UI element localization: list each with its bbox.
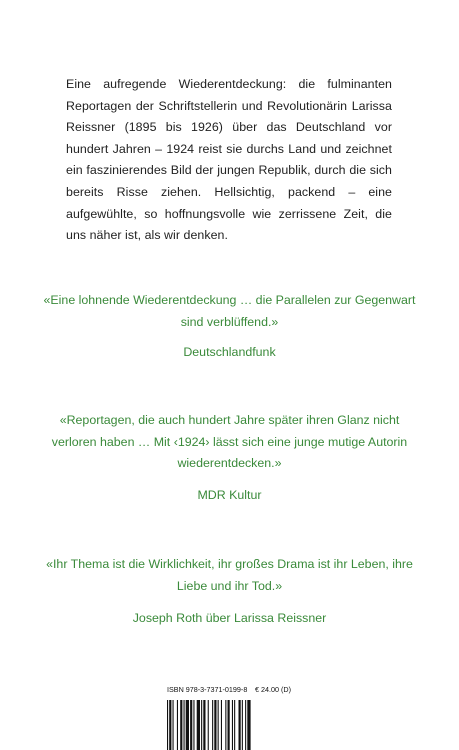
review-source-deutschlandfunk: Deutschlandfunk <box>183 345 276 359</box>
blurb-text: Eine aufregende Wiederentdeckung: die fulminanten Reportagen der Schriftstellerin und Revolutionärin Larissa Reissner (1895 bis 1926) über das Deutschland vor hundert Jahren – 1924 reist sie durchs Land und zeichnet ein faszinierendes Bild der jungen Republik, durch die sich bereits Risse ziehen. Hellsichtig, packend – eine aufgewühlte, so hoffnungsvolle wie zerrissene Zeit, die uns näher ist, als wir denken. <box>66 77 392 243</box>
review-source-mdr-kultur: MDR Kultur <box>197 488 262 502</box>
isbn-number: ISBN 978-3-7371-0199-8 <box>167 685 248 694</box>
review-source-joseph-roth: Joseph Roth über Larissa Reissner <box>132 611 327 625</box>
review-quote-joseph-roth: «Ihr Thema ist die Wirklichkeit, ihr großes Drama ist ihr Leben, ihre Liebe und ihr Tod.» <box>46 557 413 593</box>
review-quote-deutschlandfunk: «Eine lohnende Wiederentdeckung … die Parallelen zur Gegenwart sind verblüffend.» <box>43 293 416 329</box>
price-label: € 24.00 (D) <box>255 685 291 694</box>
barcode-icon <box>167 700 291 750</box>
review-quote-mdr-kultur: «Reportagen, die auch hundert Jahre später ihren Glanz nicht verloren haben … Mit ‹1924› lässt sich eine junge mutige Autorin wiederentdecken.» <box>51 413 408 471</box>
barcode-area <box>165 684 293 750</box>
